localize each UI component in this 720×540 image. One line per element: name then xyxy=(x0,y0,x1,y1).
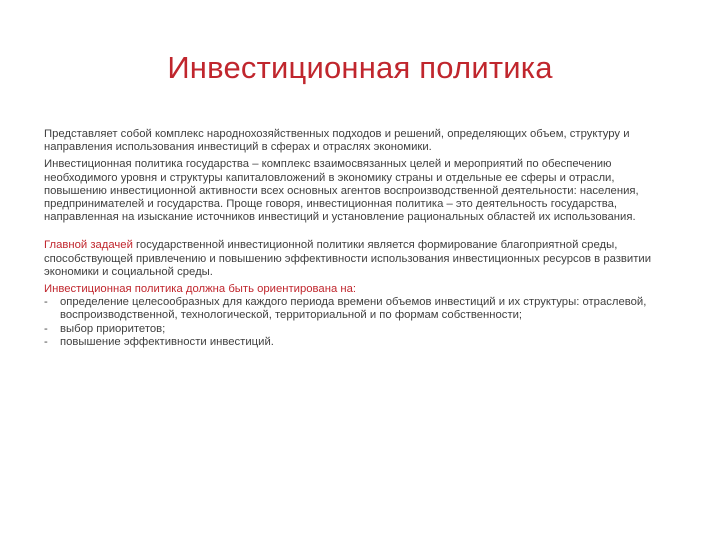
main-task-text: государственной инвестиционной политики является формирование благоприятной среды, способствующей привлечению и повышению эффективности использования инвестиционных ресурсов в развитии экономики и социальной среды. xyxy=(44,239,652,278)
list-item xyxy=(44,296,674,322)
bullet-text: определение целесообразных для каждого периода времени объемов инвестиций и их структуры: отраслевой, воспроизводственной, технологической, территориальной и по формам собственности; xyxy=(60,296,647,322)
list-item xyxy=(44,336,674,349)
bullet-text: выбор приоритетов; xyxy=(60,322,166,335)
state-policy-paragraph: Инвестиционная политика государства – комплекс взаимосвязанных целей и мероприятий по обеспечению необходимого уровня и структуры капиталовложений в экономику страны и отдельные ее сферы и отрасли, повышению инвестиционной активности всех основных агентов воспроизводственной деятельности: населения, предпринимателей и государства. Проще говоря, инвестиционная политика – это деятельность государства, направленная на изыскание источников инвестиций и установление рациональных областей их использования. xyxy=(44,158,639,224)
bullet-dash: - xyxy=(44,335,48,348)
main-task-highlight: Главной задачей xyxy=(44,239,133,252)
bullet-dash: - xyxy=(44,322,48,335)
definition-paragraph: Представляет собой комплекс народнохозяйственных подходов и решений, определяющих объем, структуру и направления использования инвестиций в сферах и отраслях экономики. xyxy=(44,128,630,154)
main-task-paragraph xyxy=(44,239,674,279)
orientation-heading: Инвестиционная политика должна быть ориентирована на: xyxy=(44,283,357,296)
slide-content xyxy=(44,128,674,349)
bullet-dash: - xyxy=(44,296,48,309)
list-item xyxy=(44,323,674,336)
bullet-text: повышение эффективности инвестиций. xyxy=(60,335,274,348)
slide-title: Инвестиционная политика xyxy=(167,50,553,85)
